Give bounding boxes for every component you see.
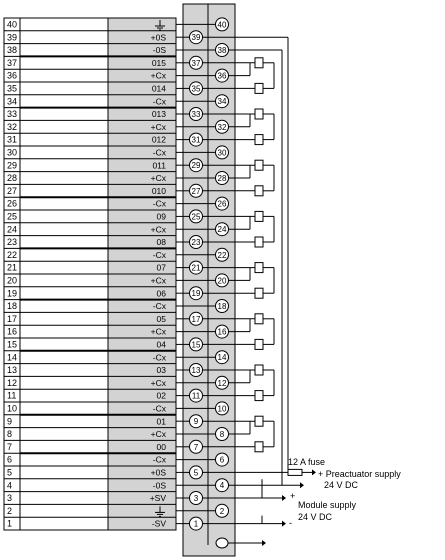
- terminal-36-label: 36: [217, 71, 227, 81]
- actuator-coil-21: [255, 263, 263, 273]
- terminal-19-label: 19: [191, 289, 201, 299]
- actuator-coil-27: [255, 186, 263, 196]
- terminal-32-label: 32: [217, 122, 227, 132]
- row-number: 32: [7, 121, 18, 132]
- actuator-coil-11: [255, 391, 263, 401]
- row-number: 40: [7, 19, 18, 30]
- row-number: 37: [7, 57, 18, 68]
- row-number: 30: [7, 147, 18, 158]
- actuator-coil-15: [255, 339, 263, 349]
- arrow-icon: [300, 482, 304, 488]
- signal-label: 02: [156, 390, 166, 401]
- ground-arrow-icon: [262, 540, 266, 546]
- signal-label: 00: [156, 441, 166, 452]
- terminal-8-label: 8: [219, 430, 225, 439]
- signal-label: 015: [151, 57, 166, 68]
- row-number: 17: [7, 313, 18, 324]
- terminal-39-label: 39: [191, 33, 201, 43]
- signal-label: -0S: [152, 45, 166, 56]
- signal-label: -0S: [152, 480, 166, 491]
- row-number: 6: [7, 454, 13, 465]
- terminal-14-label: 14: [217, 353, 227, 363]
- connector-table: [4, 18, 176, 530]
- terminal-1-label: 1: [193, 519, 199, 529]
- row-number: 19: [7, 288, 18, 299]
- terminal-16-label: 16: [217, 327, 227, 337]
- terminal-6-label: 6: [219, 455, 225, 465]
- terminal-25-label: 25: [191, 212, 201, 222]
- signal-label: +Cx: [150, 326, 166, 337]
- signal-label: -Cx: [152, 249, 166, 260]
- terminal-23-label: 23: [191, 238, 201, 247]
- actuator-coil-33: [255, 109, 263, 119]
- row-number: 20: [7, 275, 18, 286]
- terminal-17-label: 17: [191, 314, 201, 324]
- terminal-34-label: 34: [217, 97, 227, 107]
- row-number: 34: [7, 96, 18, 107]
- terminal-strip: [176, 4, 266, 556]
- row-number: 39: [7, 32, 18, 43]
- terminal-9-label: 9: [193, 417, 199, 427]
- row-number: 31: [7, 134, 18, 145]
- signal-label: 01: [156, 416, 166, 427]
- terminal-15-label: 15: [191, 340, 201, 350]
- signal-label: -Cx: [152, 147, 166, 158]
- signal-label: 03: [156, 365, 166, 376]
- signal-label: +Cx: [150, 173, 166, 184]
- row-number: 27: [7, 185, 18, 196]
- row-number: 29: [7, 160, 18, 171]
- signal-label: -Cx: [152, 301, 166, 312]
- signal-label: +0S: [150, 32, 166, 43]
- row-number: 25: [7, 211, 18, 222]
- row-number: 9: [7, 416, 13, 427]
- actuator-coil-17: [255, 314, 263, 324]
- signal-label: 04: [156, 339, 166, 350]
- row-number: 35: [7, 83, 18, 94]
- terminal-3-label: 3: [193, 494, 199, 503]
- terminal-30-label: 30: [217, 148, 227, 158]
- actuator-coil-25: [255, 211, 263, 221]
- terminal-31-label: 31: [191, 135, 201, 145]
- signal-label: +0S: [150, 467, 166, 478]
- terminal-22-label: 22: [217, 250, 227, 260]
- signal-label: +Cx: [150, 429, 166, 440]
- row-number: 23: [7, 237, 18, 248]
- signal-label: -Cx: [152, 403, 166, 414]
- actuator-coil-23: [255, 237, 263, 247]
- row-number: 2: [7, 505, 13, 516]
- terminal-21-label: 21: [191, 263, 201, 273]
- signal-label: 07: [156, 262, 166, 273]
- signal-label: 014: [151, 83, 166, 94]
- terminal-4-label: 4: [219, 481, 225, 491]
- terminal-37-label: 37: [191, 58, 201, 68]
- row-number: 5: [7, 467, 13, 478]
- actuator-coil-35: [255, 83, 263, 93]
- row-number: 33: [7, 109, 18, 120]
- signal-label: 012: [151, 134, 166, 145]
- signal-label: -Cx: [152, 352, 166, 363]
- signal-label: -Cx: [152, 96, 166, 107]
- arrow-icon: [312, 469, 316, 475]
- signal-label: 09: [156, 211, 166, 222]
- actuator-coil-13: [255, 365, 263, 375]
- row-number: 12: [7, 377, 18, 388]
- terminal-29-label: 29: [191, 161, 201, 171]
- actuator-coil-9: [255, 416, 263, 426]
- actuator-coil-37: [255, 58, 263, 68]
- module-supply-label: Module supply: [298, 500, 357, 510]
- preactuator-supply-label: + Preactuator supply: [318, 469, 401, 479]
- module-supply-minus-label: -: [289, 518, 292, 528]
- terminal-12-label: 12: [217, 378, 227, 388]
- terminal-35-label: 35: [191, 84, 201, 94]
- terminal-10-label: 10: [217, 404, 227, 414]
- row-number: 38: [7, 45, 18, 56]
- signal-label: -Cx: [152, 454, 166, 465]
- signal-label: -SV: [151, 518, 166, 529]
- row-number: 21: [7, 262, 18, 273]
- signal-label: 05: [156, 313, 166, 324]
- actuator-coil-29: [255, 160, 263, 170]
- module-supply-plus-label: +: [290, 491, 296, 501]
- terminal-40-label: 40: [217, 20, 227, 30]
- actuator-coil-19: [255, 288, 263, 298]
- signal-label: +Cx: [150, 70, 166, 81]
- preactuator-voltage-label: 24 V DC: [324, 480, 359, 490]
- row-number: 24: [7, 224, 18, 235]
- row-number: 10: [7, 403, 18, 414]
- fuse-label: 12 A fuse: [288, 457, 326, 467]
- row-number: 36: [7, 70, 18, 81]
- row-number: 28: [7, 173, 18, 184]
- row-number: 1: [7, 518, 13, 529]
- row-number: 22: [7, 249, 18, 260]
- row-number: 13: [7, 365, 18, 376]
- actuator-coil-7: [255, 442, 263, 452]
- terminal-13-label: 13: [191, 366, 201, 375]
- terminal-11-label: 11: [191, 391, 201, 401]
- signal-label: 010: [151, 185, 166, 196]
- signal-label: 06: [156, 288, 166, 299]
- signal-label: +Cx: [150, 121, 166, 132]
- row-number: 15: [7, 339, 18, 350]
- signal-label: +Cx: [150, 377, 166, 388]
- signal-label: +Cx: [150, 275, 166, 286]
- fuse-icon: [288, 469, 302, 475]
- signal-label: 011: [152, 160, 166, 171]
- terminal-28-label: 28: [217, 174, 227, 183]
- row-number: 11: [7, 390, 17, 401]
- terminal-26-label: 26: [217, 199, 227, 209]
- terminal-7-label: 7: [193, 442, 199, 452]
- terminal-5-label: 5: [193, 468, 199, 478]
- terminal-27-label: 27: [191, 186, 201, 196]
- signal-label: +Cx: [150, 224, 166, 235]
- arrow-icon: [282, 495, 286, 501]
- actuator-coil-31: [255, 135, 263, 145]
- terminal-2-label: 2: [219, 506, 225, 516]
- row-number: 8: [7, 429, 13, 440]
- signal-label: 013: [151, 109, 166, 120]
- arrow-icon: [282, 521, 286, 527]
- module-voltage-label: 24 V DC: [298, 512, 333, 522]
- signal-label: -Cx: [152, 198, 166, 209]
- terminal-24-label: 24: [217, 225, 227, 235]
- terminal-18-label: 18: [217, 302, 227, 311]
- row-number: 14: [7, 352, 18, 363]
- terminal-33-label: 33: [191, 110, 201, 119]
- row-number: 7: [7, 441, 13, 452]
- row-number: 18: [7, 301, 18, 312]
- row-number: 3: [7, 493, 13, 504]
- row-number: 16: [7, 326, 18, 337]
- row-number: 26: [7, 198, 18, 209]
- terminal-38-label: 38: [217, 46, 227, 55]
- signal-label: +SV: [149, 493, 166, 504]
- terminal-20-label: 20: [217, 276, 227, 286]
- signal-label: 08: [156, 237, 166, 248]
- row-number: 4: [7, 480, 13, 491]
- ground-terminal: [216, 538, 228, 548]
